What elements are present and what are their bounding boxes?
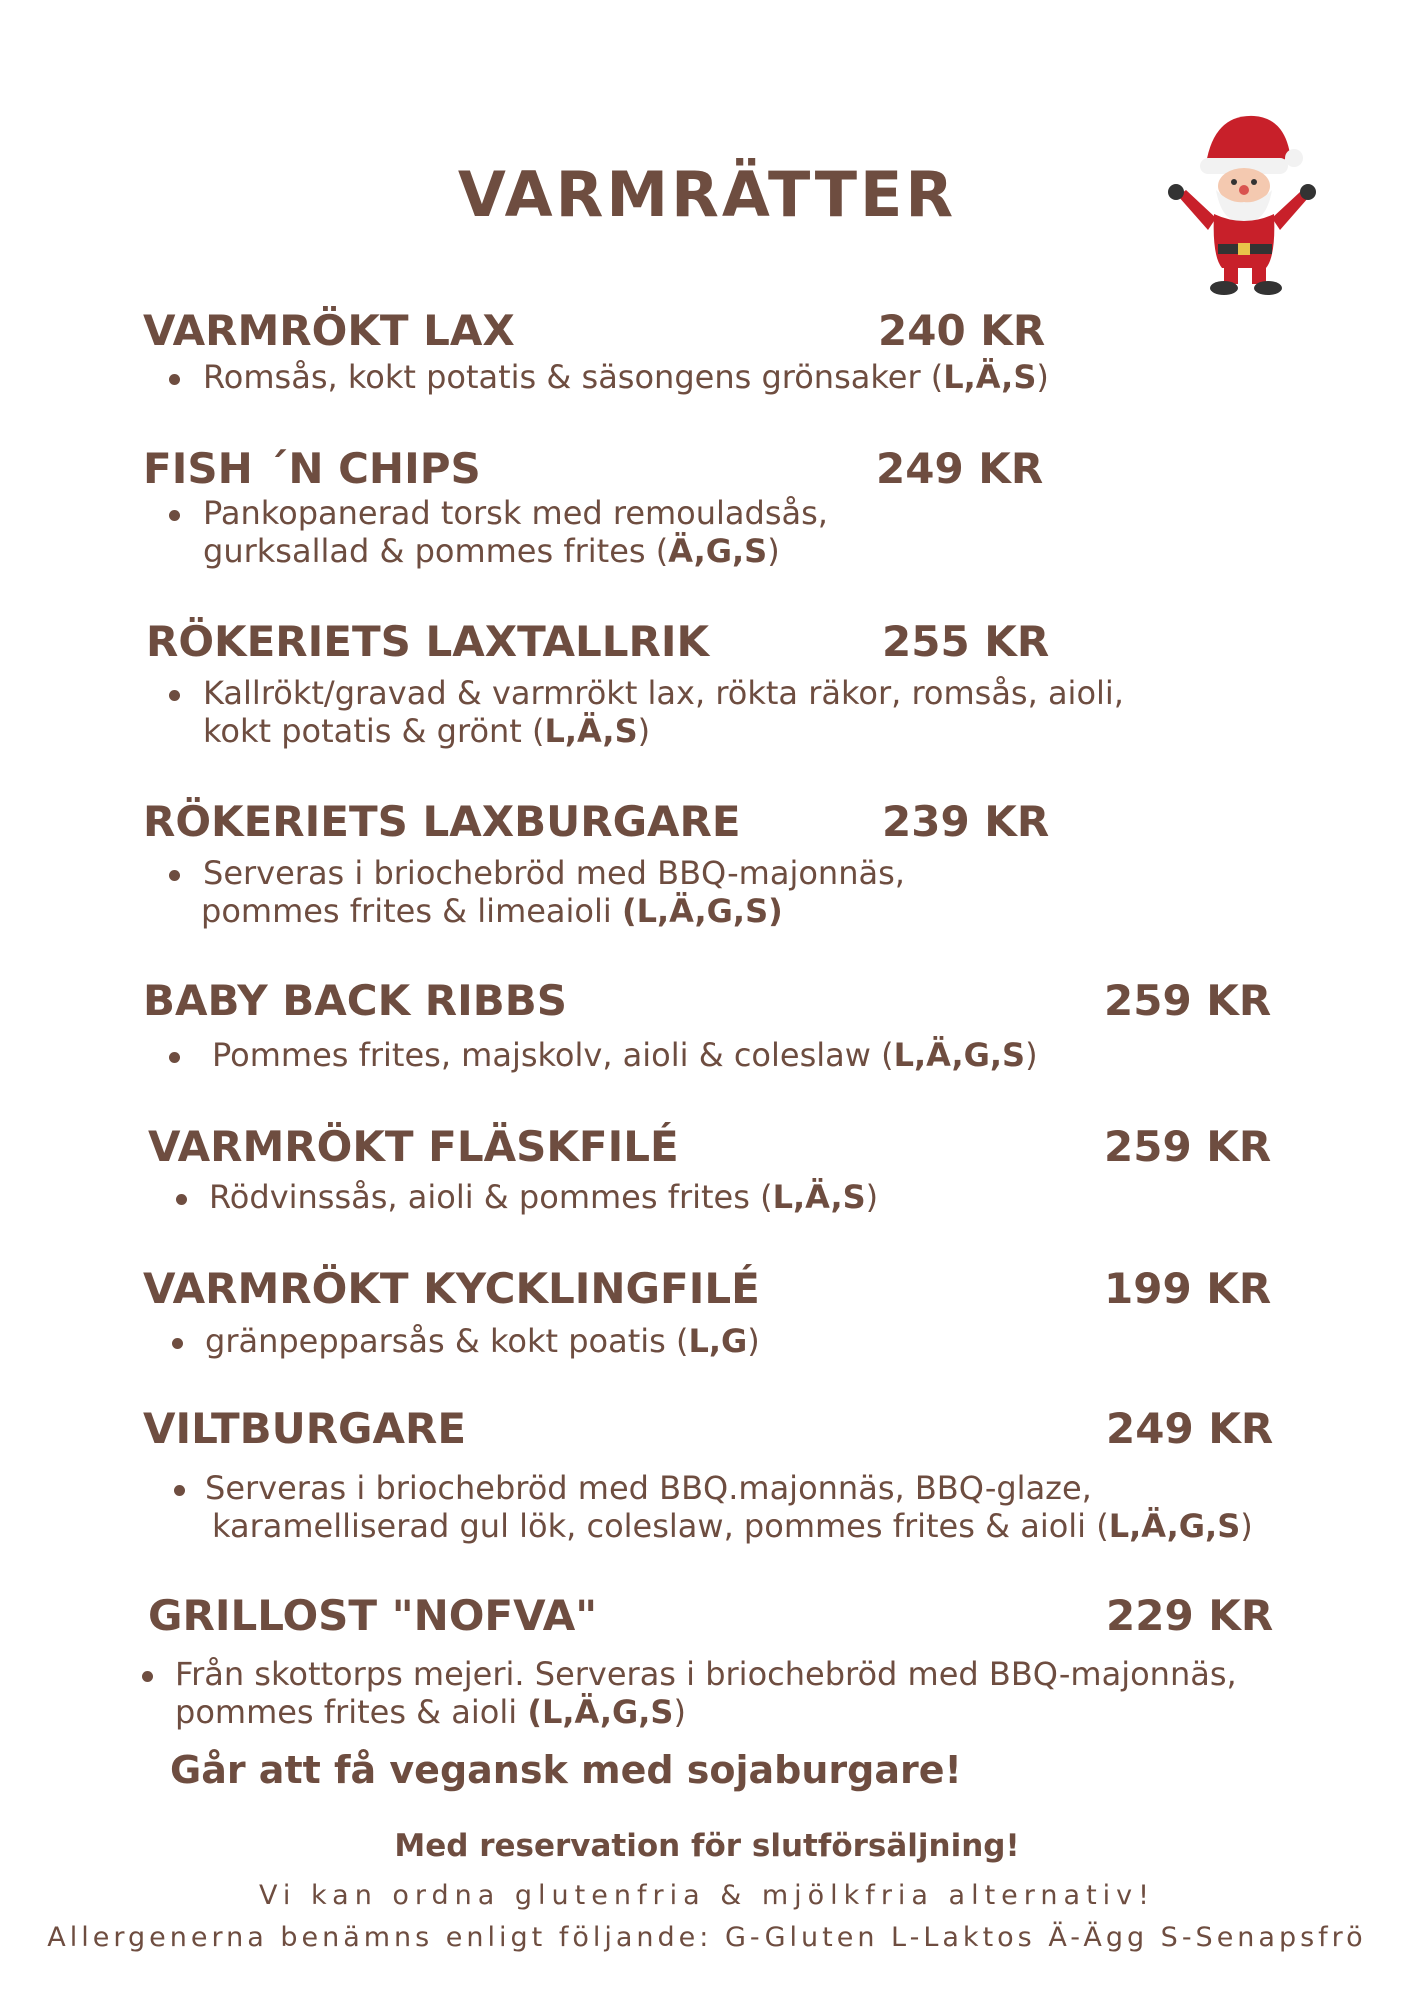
bullet-icon <box>169 870 180 881</box>
menu-item-description: gränpepparsås & kokt poatis (L,G) <box>205 1322 760 1360</box>
menu-item-description: Rödvinssås, aioli & pommes frites (L,Ä,S) <box>209 1178 879 1216</box>
menu-item-name: VILTBURGARE <box>143 1404 467 1453</box>
menu-item-description: Serveras i briochebröd med BBQ-majonnäs, <box>203 854 905 892</box>
bullet-icon <box>169 510 180 521</box>
reservation-note: Med reservation för slutförsäljning! <box>394 1828 1020 1864</box>
menu-item-description: Pommes frites, majskolv, aioli & coleslaw (L,Ä,G,S) <box>212 1036 1038 1074</box>
menu-item-name: RÖKERIETS LAXTALLRIK <box>146 617 710 666</box>
menu-item-description: pommes frites & aioli (L,Ä,G,S) <box>175 1693 686 1731</box>
menu-item-name: RÖKERIETS LAXBURGARE <box>143 797 741 846</box>
menu-item-description: Romsås, kokt potatis & säsongens grönsaker (L,Ä,S) <box>203 358 1049 396</box>
bullet-icon <box>174 1485 185 1496</box>
footer-alternatives-note: Vi kan ordna glutenfria & mjölkfria alternativ! <box>259 1880 1155 1911</box>
menu-item-price: 259 KR <box>1104 976 1272 1025</box>
menu-item-price: 229 KR <box>1106 1591 1274 1640</box>
bullet-icon <box>169 690 180 701</box>
santa-illustration-icon <box>1162 106 1322 296</box>
menu-item-price: 249 KR <box>876 444 1044 493</box>
footer-allergen-legend: Allergenerna benämns enligt följande: G-Gluten L-Laktos Ä-Ägg S-Senapsfrö <box>47 1922 1367 1953</box>
menu-item-description: Kallrökt/gravad & varmrökt lax, rökta räkor, romsås, aioli, <box>203 674 1124 712</box>
menu-item-name: FISH ´N CHIPS <box>143 444 481 493</box>
menu-item-price: 240 KR <box>878 306 1046 355</box>
vegan-note: Går att få vegansk med sojaburgare! <box>170 1748 962 1792</box>
menu-item-description: Pankopanerad torsk med remouladsås, <box>203 494 828 532</box>
bullet-icon <box>169 1052 180 1063</box>
menu-item-name: GRILLOST "NOFVA" <box>148 1591 598 1640</box>
bullet-icon <box>172 1338 183 1349</box>
menu-item-description: gurksallad & pommes frites (Ä,G,S) <box>203 532 780 570</box>
menu-item-description: Från skottorps mejeri. Serveras i briochebröd med BBQ-majonnäs, <box>175 1655 1237 1693</box>
menu-item-description: Serveras i briochebröd med BBQ.majonnäs, BBQ-glaze, <box>205 1469 1092 1507</box>
bullet-icon <box>142 1671 153 1682</box>
menu-item-price: 259 KR <box>1104 1122 1272 1171</box>
bullet-icon <box>176 1194 187 1205</box>
menu-item-price: 255 KR <box>882 617 1050 666</box>
menu-item-name: VARMRÖKT LAX <box>143 306 515 355</box>
page-title: VARMRÄTTER <box>457 158 957 231</box>
menu-item-description: pommes frites & limeaioli (L,Ä,G,S) <box>201 892 783 930</box>
menu-item-description: kokt potatis & grönt (L,Ä,S) <box>203 712 651 750</box>
menu-item-description: karamelliserad gul lök, coleslaw, pommes frites & aioli (L,Ä,G,S) <box>212 1507 1253 1545</box>
menu-item-name: VARMRÖKT KYCKLINGFILÉ <box>143 1264 760 1313</box>
menu-item-price: 239 KR <box>882 797 1050 846</box>
menu-item-price: 249 KR <box>1106 1404 1274 1453</box>
menu-item-name: VARMRÖKT FLÄSKFILÉ <box>148 1122 679 1171</box>
menu-item-name: BABY BACK RIBBS <box>143 976 568 1025</box>
bullet-icon <box>169 374 180 385</box>
menu-item-price: 199 KR <box>1104 1264 1272 1313</box>
